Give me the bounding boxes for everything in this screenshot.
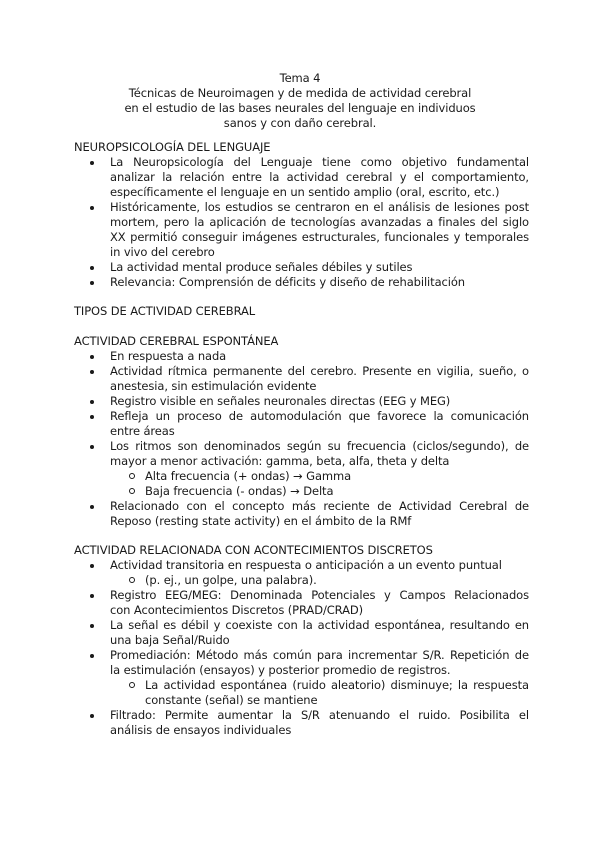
sub-list-item: Baja frecuencia (- ondas) → Delta [74, 484, 529, 499]
bullet-list [74, 558, 529, 573]
list-item: Registro EEG/MEG: Denominada Potenciales y Campos Relacionados con Acontecimientos Discretos (PRAD/CRAD) [74, 588, 529, 618]
sub-list-item: (p. ej., un golpe, una palabra). [74, 573, 529, 588]
list-item: Registro visible en señales neuronales directas (EEG y MEG) [74, 394, 529, 409]
bullet-list [74, 155, 529, 290]
bullet-list [74, 708, 529, 738]
section-heading-tipos: TIPOS DE ACTIVIDAD CEREBRAL [74, 304, 256, 318]
title-line: sanos y con daño cerebral. [223, 116, 377, 130]
title-line: Técnicas de Neuroimagen y de medida de actividad cerebral [128, 86, 472, 100]
bullet-list [74, 499, 529, 529]
list-item: Históricamente, los estudios se centraron en el análisis de lesiones post mortem, pero la aplicación de tecnologías avanzadas a finales del siglo XX permitió conseguir imágenes estructurales, funcionales y temporales in vivo del cerebro [74, 200, 529, 260]
sub-bullet-list [74, 573, 529, 588]
list-item: La señal es débil y coexiste con la actividad espontánea, resultando en una baja Señal/Ruido [74, 618, 529, 648]
section-heading-espontanea: ACTIVIDAD CEREBRAL ESPONTÁNEA [74, 334, 279, 348]
list-item: Actividad transitoria en respuesta o anticipación a un evento puntual [74, 558, 529, 573]
sub-list-item: La actividad espontánea (ruido aleatorio) disminuye; la respuesta constante (señal) se mantiene [74, 678, 529, 708]
title-line: en el estudio de las bases neurales del lenguaje en individuos [124, 101, 476, 115]
sub-bullet-list [74, 678, 529, 708]
list-item: Los ritmos son denominados según su frecuencia (ciclos/segundo), de mayor a menor activación: gamma, beta, alfa, theta y delta [74, 439, 529, 469]
list-item: Relacionado con el concepto más reciente de Actividad Cerebral de Reposo (resting state activity) en el ámbito de la RMf [74, 499, 529, 529]
bullet-list [74, 349, 529, 469]
list-item: La actividad mental produce señales débiles y sutiles [74, 260, 529, 275]
list-item: Promediación: Método más común para incrementar S/R. Repetición de la estimulación (ensayos) y posterior promedio de registros. [74, 648, 529, 678]
bullet-list [74, 588, 529, 678]
document-body [74, 140, 529, 738]
sub-list-item: Alta frecuencia (+ ondas) → Gamma [74, 469, 529, 484]
section-heading-neuropsicologia: NEUROPSICOLOGÍA DEL LENGUAJE [74, 140, 271, 154]
list-item: La Neuropsicología del Lenguaje tiene como objetivo fundamental analizar la relación entre la actividad cerebral y el comportamiento, específicamente el lenguaje en un sentido amplio (oral, escrito, etc.) [74, 155, 529, 200]
list-item: En respuesta a nada [74, 349, 529, 364]
title-line: Tema 4 [279, 71, 321, 85]
list-item: Relevancia: Comprensión de déficits y diseño de rehabilitación [74, 275, 529, 290]
document-title [100, 71, 500, 131]
sub-bullet-list [74, 469, 529, 499]
section-heading-acontecimientos: ACTIVIDAD RELACIONADA CON ACONTECIMIENTOS DISCRETOS [74, 543, 433, 557]
list-item: Filtrado: Permite aumentar la S/R atenuando el ruido. Posibilita el análisis de ensayos individuales [74, 708, 529, 738]
list-item: Actividad rítmica permanente del cerebro. Presente en vigilia, sueño, o anestesia, sin estimulación evidente [74, 364, 529, 394]
list-item: Refleja un proceso de automodulación que favorece la comunicación entre áreas [74, 409, 529, 439]
